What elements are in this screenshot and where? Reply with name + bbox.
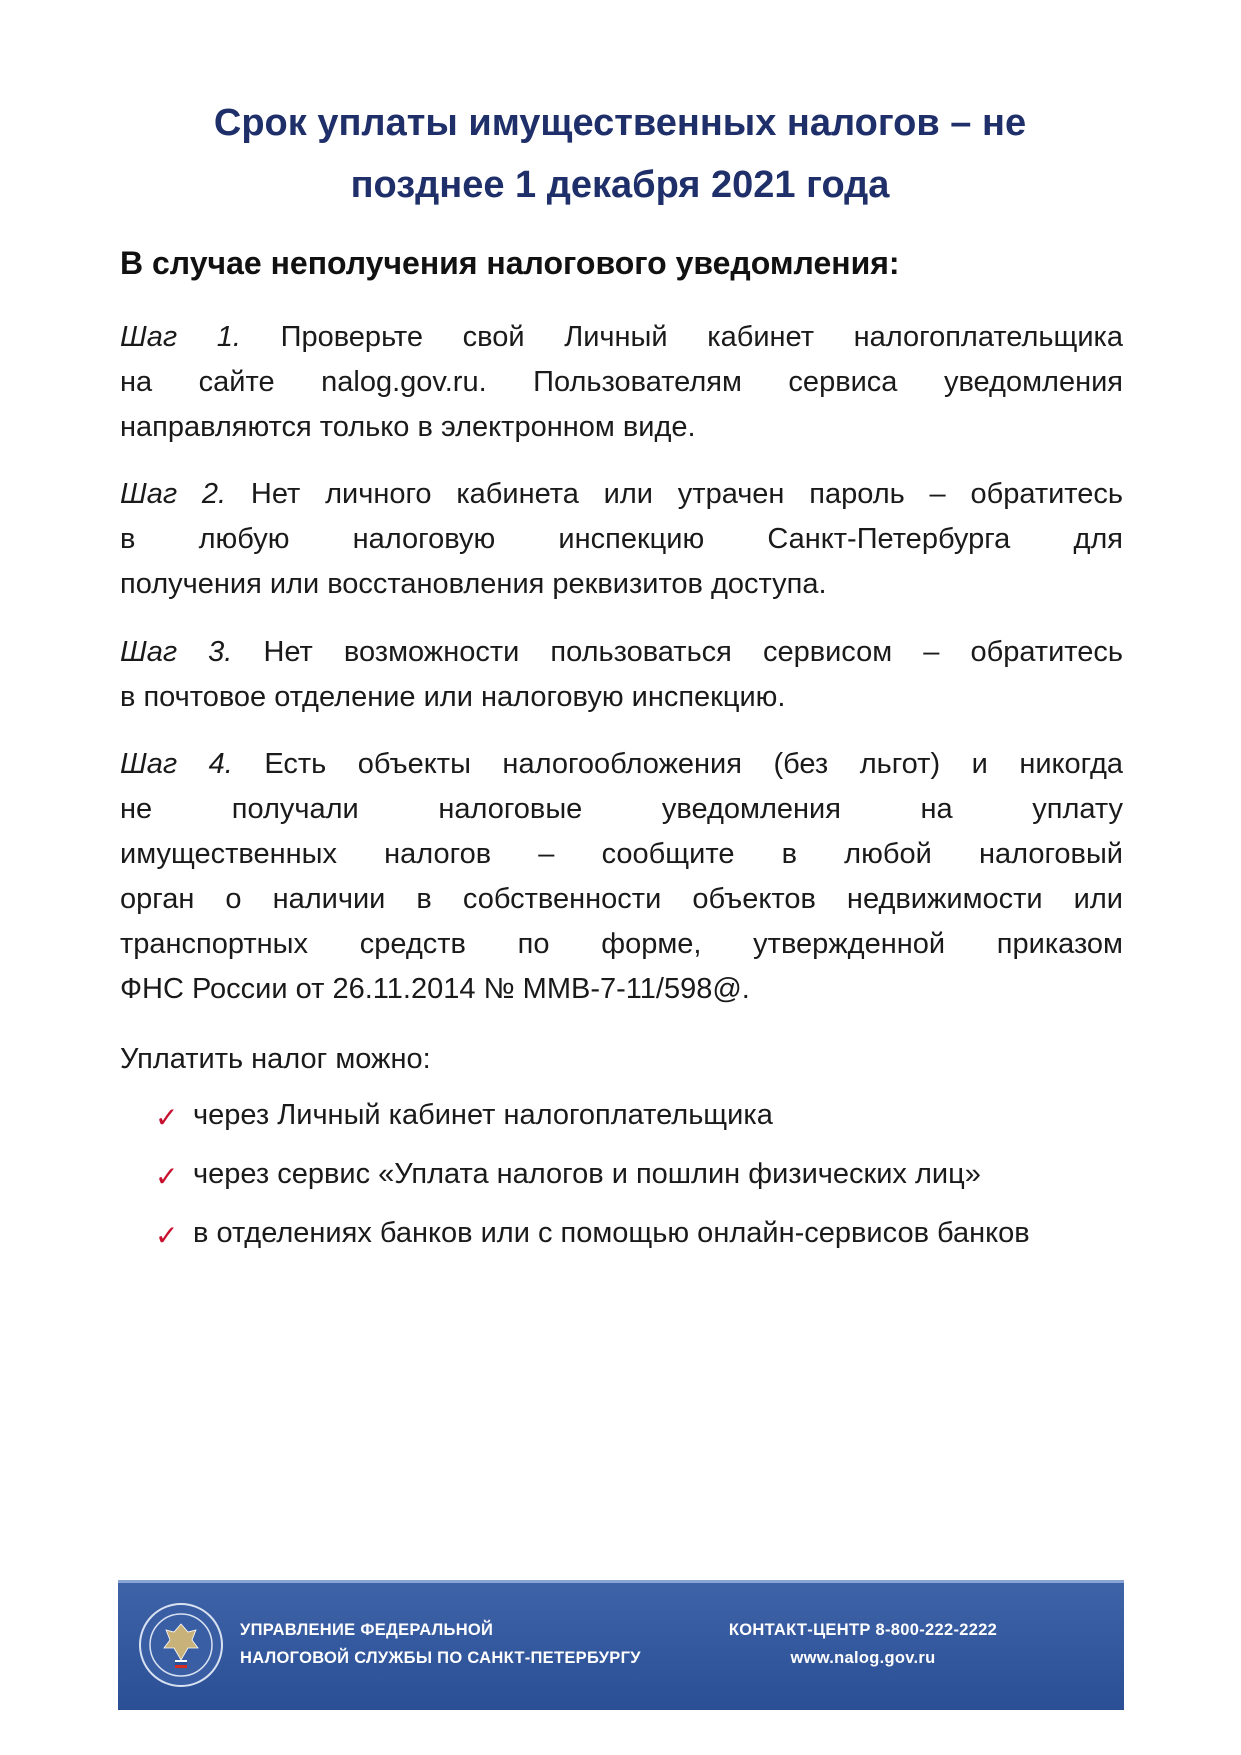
checkmark-icon: ✓: [155, 1219, 179, 1252]
step-1-line-2: на сайте nalog.gov.ru. Пользователям сервиса уведомления: [120, 366, 1123, 398]
list-item: [155, 1211, 1123, 1256]
footer-org-line-1: УПРАВЛЕНИЕ ФЕДЕРАЛЬНОЙ: [240, 1621, 494, 1639]
step-4-text-1: Есть объекты налогообложения (без льгот) и никогда: [264, 748, 1123, 780]
step-1-line-3: направляются только в электронном виде.: [120, 411, 696, 443]
step-4-label: Шаг 4.: [120, 748, 233, 780]
step-3-text-1: Нет возможности пользоваться сервисом – обратитесь: [263, 636, 1123, 668]
step-4-line-6: ФНС России от 26.11.2014 № ММВ-7-11/598@.: [120, 973, 750, 1005]
website-link[interactable]: www.nalog.gov.ru: [790, 1649, 936, 1667]
step-4-line-4: орган о наличии в собственности объектов недвижимости или: [120, 883, 1123, 915]
title-line-1: Срок уплаты имущественных налогов – не: [213, 102, 1027, 144]
step-2-line-2: в любую налоговую инспекцию Санкт-Петербурга для: [120, 523, 1123, 555]
list-item: [155, 1093, 1123, 1138]
page-title: [120, 92, 1120, 216]
checkmark-icon: ✓: [155, 1160, 179, 1193]
payment-options-list: [155, 1093, 1123, 1270]
payment-intro: Уплатить налог можно:: [120, 1043, 431, 1075]
step-1-label: Шаг 1.: [120, 321, 241, 353]
checkmark-icon: ✓: [155, 1101, 179, 1134]
step-2-line-1: [120, 472, 1123, 517]
step-4-line-2: не получали налоговые уведомления на уплату: [120, 793, 1123, 825]
footer-contact: [718, 1616, 1008, 1672]
footer-banner: [118, 1580, 1124, 1710]
step-1-text-1: Проверьте свой Личный кабинет налогоплательщика: [280, 321, 1123, 353]
step-4-paragraph: [120, 742, 1123, 1012]
step-3-label: Шаг 3.: [120, 636, 233, 668]
payment-option-text: через Личный кабинет налогоплательщика: [193, 1099, 773, 1131]
payment-option-text: через сервис «Уплата налогов и пошлин физических лиц»: [193, 1158, 981, 1190]
title-line-2: позднее 1 декабря 2021 года: [350, 164, 890, 206]
footer-org-line-2: НАЛОГОВОЙ СЛУЖБЫ ПО САНКТ-ПЕТЕРБУРГУ: [240, 1649, 641, 1667]
step-4-line-1: [120, 742, 1123, 787]
fns-emblem-icon: [138, 1602, 224, 1688]
step-3-line-1: [120, 630, 1123, 675]
payment-option-text: в отделениях банков или с помощью онлайн-сервисов банков: [193, 1217, 1030, 1249]
contact-center-phone[interactable]: КОНТАКТ-ЦЕНТР 8-800-222-2222: [728, 1621, 998, 1639]
section-heading: В случае неполучения налогового уведомления:: [120, 245, 900, 281]
step-3-paragraph: [120, 630, 1123, 720]
step-1-paragraph: [120, 315, 1123, 450]
footer-organization: [240, 1616, 720, 1672]
list-item: [155, 1152, 1123, 1197]
step-2-label: Шаг 2.: [120, 478, 227, 510]
step-3-line-2: в почтовое отделение или налоговую инспекцию.: [120, 681, 786, 713]
step-2-paragraph: [120, 472, 1123, 607]
step-4-line-5: транспортных средств по форме, утвержденной приказом: [120, 928, 1123, 960]
step-4-line-3: имущественных налогов – сообщите в любой налоговый: [120, 838, 1123, 870]
step-2-line-3: получения или восстановления реквизитов доступа.: [120, 568, 827, 600]
step-1-line-1: [120, 315, 1123, 360]
step-2-text-1: Нет личного кабинета или утрачен пароль – обратитесь: [250, 478, 1123, 510]
